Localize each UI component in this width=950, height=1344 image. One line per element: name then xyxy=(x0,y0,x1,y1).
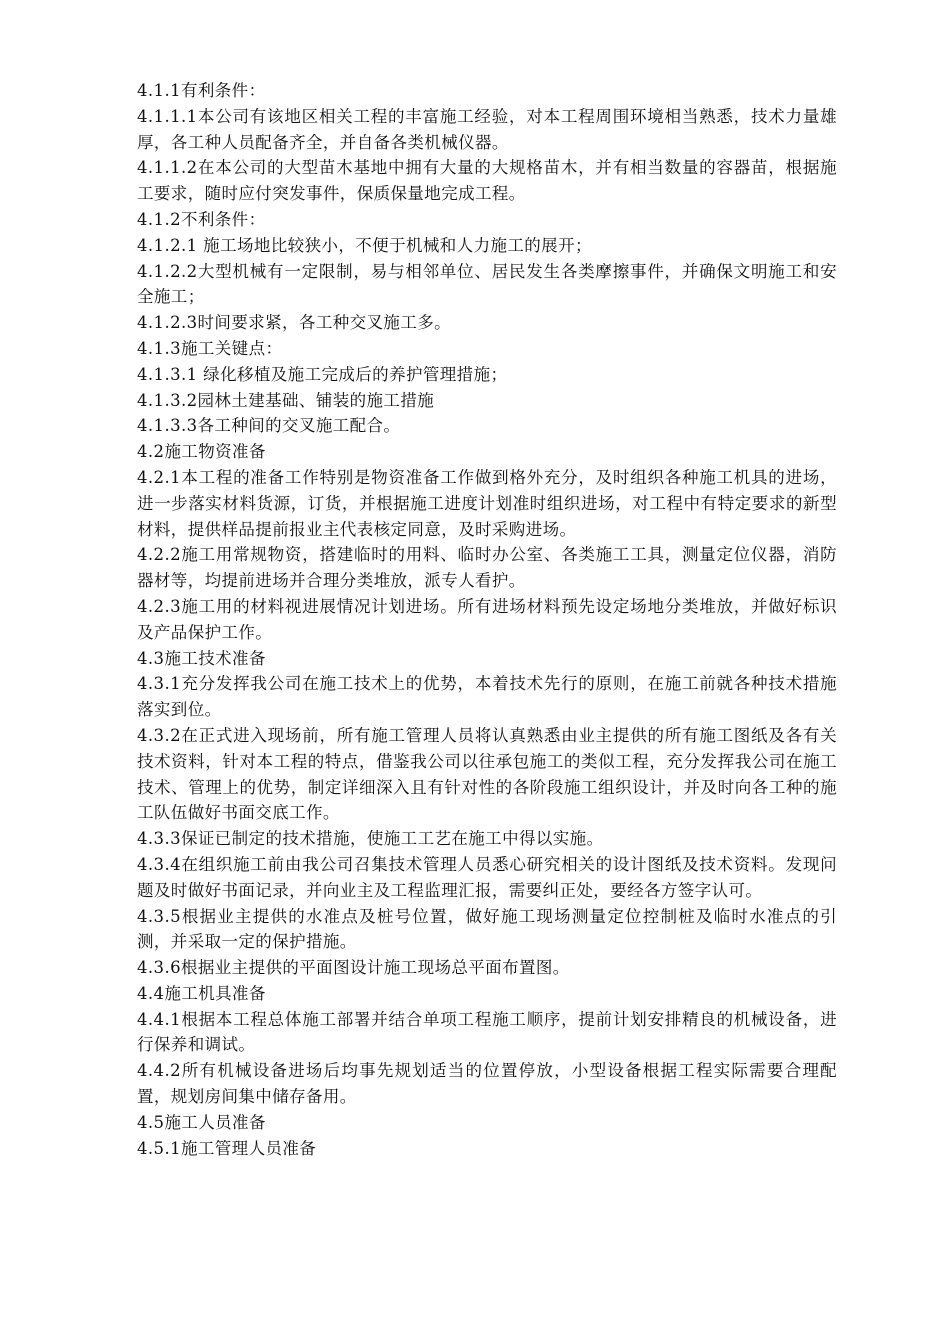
paragraph-4-2-1: 4.2.1本工程的准备工作特别是物资准备工作做到格外充分，及时组织各种施工机具的进场，进一步落实材料货源，订货，并根据施工进度计划准时组织进场，对工程中有特定要求的新型材料，提供样品提前报业主代表核定同意，及时采购进场。 xyxy=(137,467,837,539)
paragraph-4-1-1-1: 4.1.1.1本公司有该地区相关工程的丰富施工经验，对本工程周围环境相当熟悉，技术力量雄厚，各工种人员配备齐全，并自备各类机械仪器。 xyxy=(137,106,837,152)
paragraph-4-1-2-2: 4.1.2.2大型机械有一定限制，易与相邻单位、居民发生各类摩擦事件，并确保文明施工和安全施工； xyxy=(137,261,837,307)
heading-4-4: 4.4施工机具准备 xyxy=(137,983,266,1003)
paragraph-4-1-1-2: 4.1.1.2在本公司的大型苗木基地中拥有大量的大规格苗木，并有相当数量的容器苗，根据施工要求，随时应付突发事件，保质保量地完成工程。 xyxy=(137,158,837,204)
paragraph-4-1-2-1: 4.1.2.1 施工场地比较狭小，不便于机械和人力施工的展开； xyxy=(137,235,592,255)
paragraph-4-1-2-3: 4.1.2.3时间要求紧，各工种交叉施工多。 xyxy=(137,313,452,333)
heading-4-3: 4.3施工技术准备 xyxy=(137,648,266,668)
paragraph-4-3-2: 4.3.2在正式进入现场前，所有施工管理人员将认真熟悉由业主提供的所有施工图纸及各有关技术资料，针对本工程的特点，借鉴我公司以往承包施工的类似工程，充分发挥我公司在施工技术、管理上的优势，制定详细深入且有针对性的各阶段施工组织设计，并及时向各工种的施工队伍做好书面交底工作。 xyxy=(137,725,837,823)
paragraph-4-4-2: 4.4.2所有机械设备进场后均事先规划适当的位置停放，小型设备根据工程实际需要合理配置，规划房间集中储存备用。 xyxy=(137,1061,837,1107)
paragraph-4-3-4: 4.3.4在组织施工前由我公司召集技术管理人员悉心研究相关的设计图纸及技术资料。发现问题及时做好书面记录，并向业主及工程监理汇报，需要纠正处，要经各方签字认可。 xyxy=(137,854,837,900)
paragraph-4-3-6: 4.3.6根据业主提供的平面图设计施工现场总平面布置图。 xyxy=(137,958,570,978)
paragraph-4-3-1: 4.3.1充分发挥我公司在施工技术上的优势，本着技术先行的原则，在施工前就各种技术措施落实到位。 xyxy=(137,674,837,720)
paragraph-4-3-3: 4.3.3保证已制定的技术措施，使施工工艺在施工中得以实施。 xyxy=(137,829,604,849)
heading-4-1-1: 4.1.1有利条件： xyxy=(137,81,266,100)
heading-4-5: 4.5施工人员准备 xyxy=(137,1112,266,1132)
paragraph-4-2-2: 4.2.2施工用常规物资，搭建临时的用料、临时办公室、各类施工工具，测量定位仪器，消防器材等，均提前进场并合理分类堆放，派专人看护。 xyxy=(137,545,837,591)
heading-4-1-2: 4.1.2不利条件： xyxy=(137,209,266,229)
document-body xyxy=(137,78,837,1161)
paragraph-4-1-3-3: 4.1.3.3各工种间的交叉施工配合。 xyxy=(137,416,401,436)
paragraph-4-1-3-1: 4.1.3.1 绿化移植及施工完成后的养护管理措施； xyxy=(137,364,508,384)
paragraph-4-2-3: 4.2.3施工用的材料视进展情况计划进场。所有进场材料预先设定场地分类堆放，并做好标识及产品保护工作。 xyxy=(137,596,837,642)
heading-4-5-1: 4.5.1施工管理人员准备 xyxy=(137,1138,317,1158)
paragraph-4-3-5: 4.3.5根据业主提供的水准点及桩号位置，做好施工现场测量定位控制桩及临时水准点的引测，并采取一定的保护措施。 xyxy=(137,906,837,952)
paragraph-4-1-3-2: 4.1.3.2园林土建基础、铺装的施工措施 xyxy=(137,390,435,410)
heading-4-2: 4.2施工物资准备 xyxy=(137,442,266,462)
heading-4-1-3: 4.1.3施工关键点： xyxy=(137,338,283,358)
paragraph-4-4-1: 4.4.1根据本工程总体施工部署并结合单项工程施工顺序，提前计划安排精良的机械设备，进行保养和调试。 xyxy=(137,1009,837,1055)
